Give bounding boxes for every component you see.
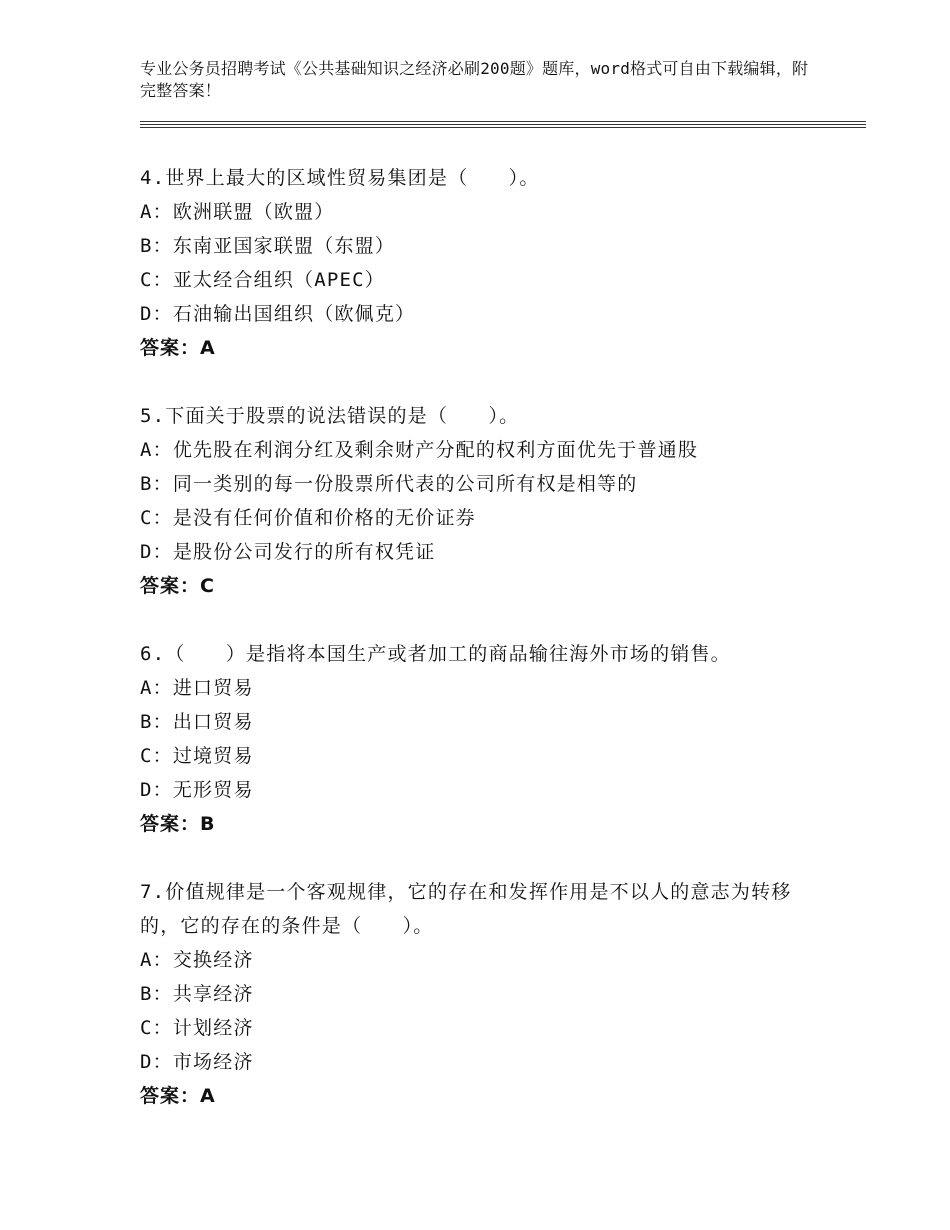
option-b: B：共享经济 — [140, 983, 254, 1005]
option-d: D：石油输出国组织（欧佩克） — [140, 303, 416, 325]
question-6 — [140, 637, 840, 841]
option-d: D：无形贸易 — [140, 779, 254, 801]
option-a: A：优先股在利润分红及剩余财产分配的权利方面优先于普通股 — [140, 439, 699, 461]
header-divider-line — [140, 124, 866, 125]
header-divider-line — [140, 127, 866, 128]
header-divider-line — [140, 121, 866, 122]
option-b: B：同一类别的每一份股票所代表的公司所有权是相等的 — [140, 473, 638, 495]
question-list — [140, 161, 840, 1147]
option-d: D：是股份公司发行的所有权凭证 — [140, 541, 436, 563]
question-stem: 4.世界上最大的区域性贸易集团是（ ）。 — [140, 167, 540, 189]
answer-label: 答案：A — [140, 337, 216, 359]
option-b: B：东南亚国家联盟（东盟） — [140, 235, 396, 257]
option-d: D：市场经济 — [140, 1051, 254, 1073]
answer-label: 答案：C — [140, 575, 215, 597]
question-stem: 7.价值规律是一个客观规律，它的存在和发挥作用是不以人的意志为转移的，它的存在的条件是（ ）。 — [140, 881, 792, 937]
option-c: C：是没有任何价值和价格的无价证券 — [140, 507, 476, 529]
option-c: C：亚太经合组织（APEC） — [140, 269, 385, 291]
question-5 — [140, 399, 840, 603]
answer-label: 答案：B — [140, 813, 216, 835]
option-c: C：计划经济 — [140, 1017, 254, 1039]
option-c: C：过境贸易 — [140, 745, 254, 767]
option-a: A：欧洲联盟（欧盟） — [140, 201, 335, 223]
question-stem: 5.下面关于股票的说法错误的是（ ）。 — [140, 405, 520, 427]
question-4 — [140, 161, 840, 365]
answer-label: 答案：A — [140, 1085, 216, 1107]
document-header: 专业公务员招聘考试《公共基础知识之经济必刷200题》题库，word格式可自由下载编辑，附完整答案！ — [140, 59, 809, 100]
option-a: A：进口贸易 — [140, 677, 254, 699]
question-stem: 6.（ ）是指将本国生产或者加工的商品输往海外市场的销售。 — [140, 643, 731, 665]
question-7 — [140, 875, 840, 1113]
option-b: B：出口贸易 — [140, 711, 254, 733]
option-a: A：交换经济 — [140, 949, 254, 971]
